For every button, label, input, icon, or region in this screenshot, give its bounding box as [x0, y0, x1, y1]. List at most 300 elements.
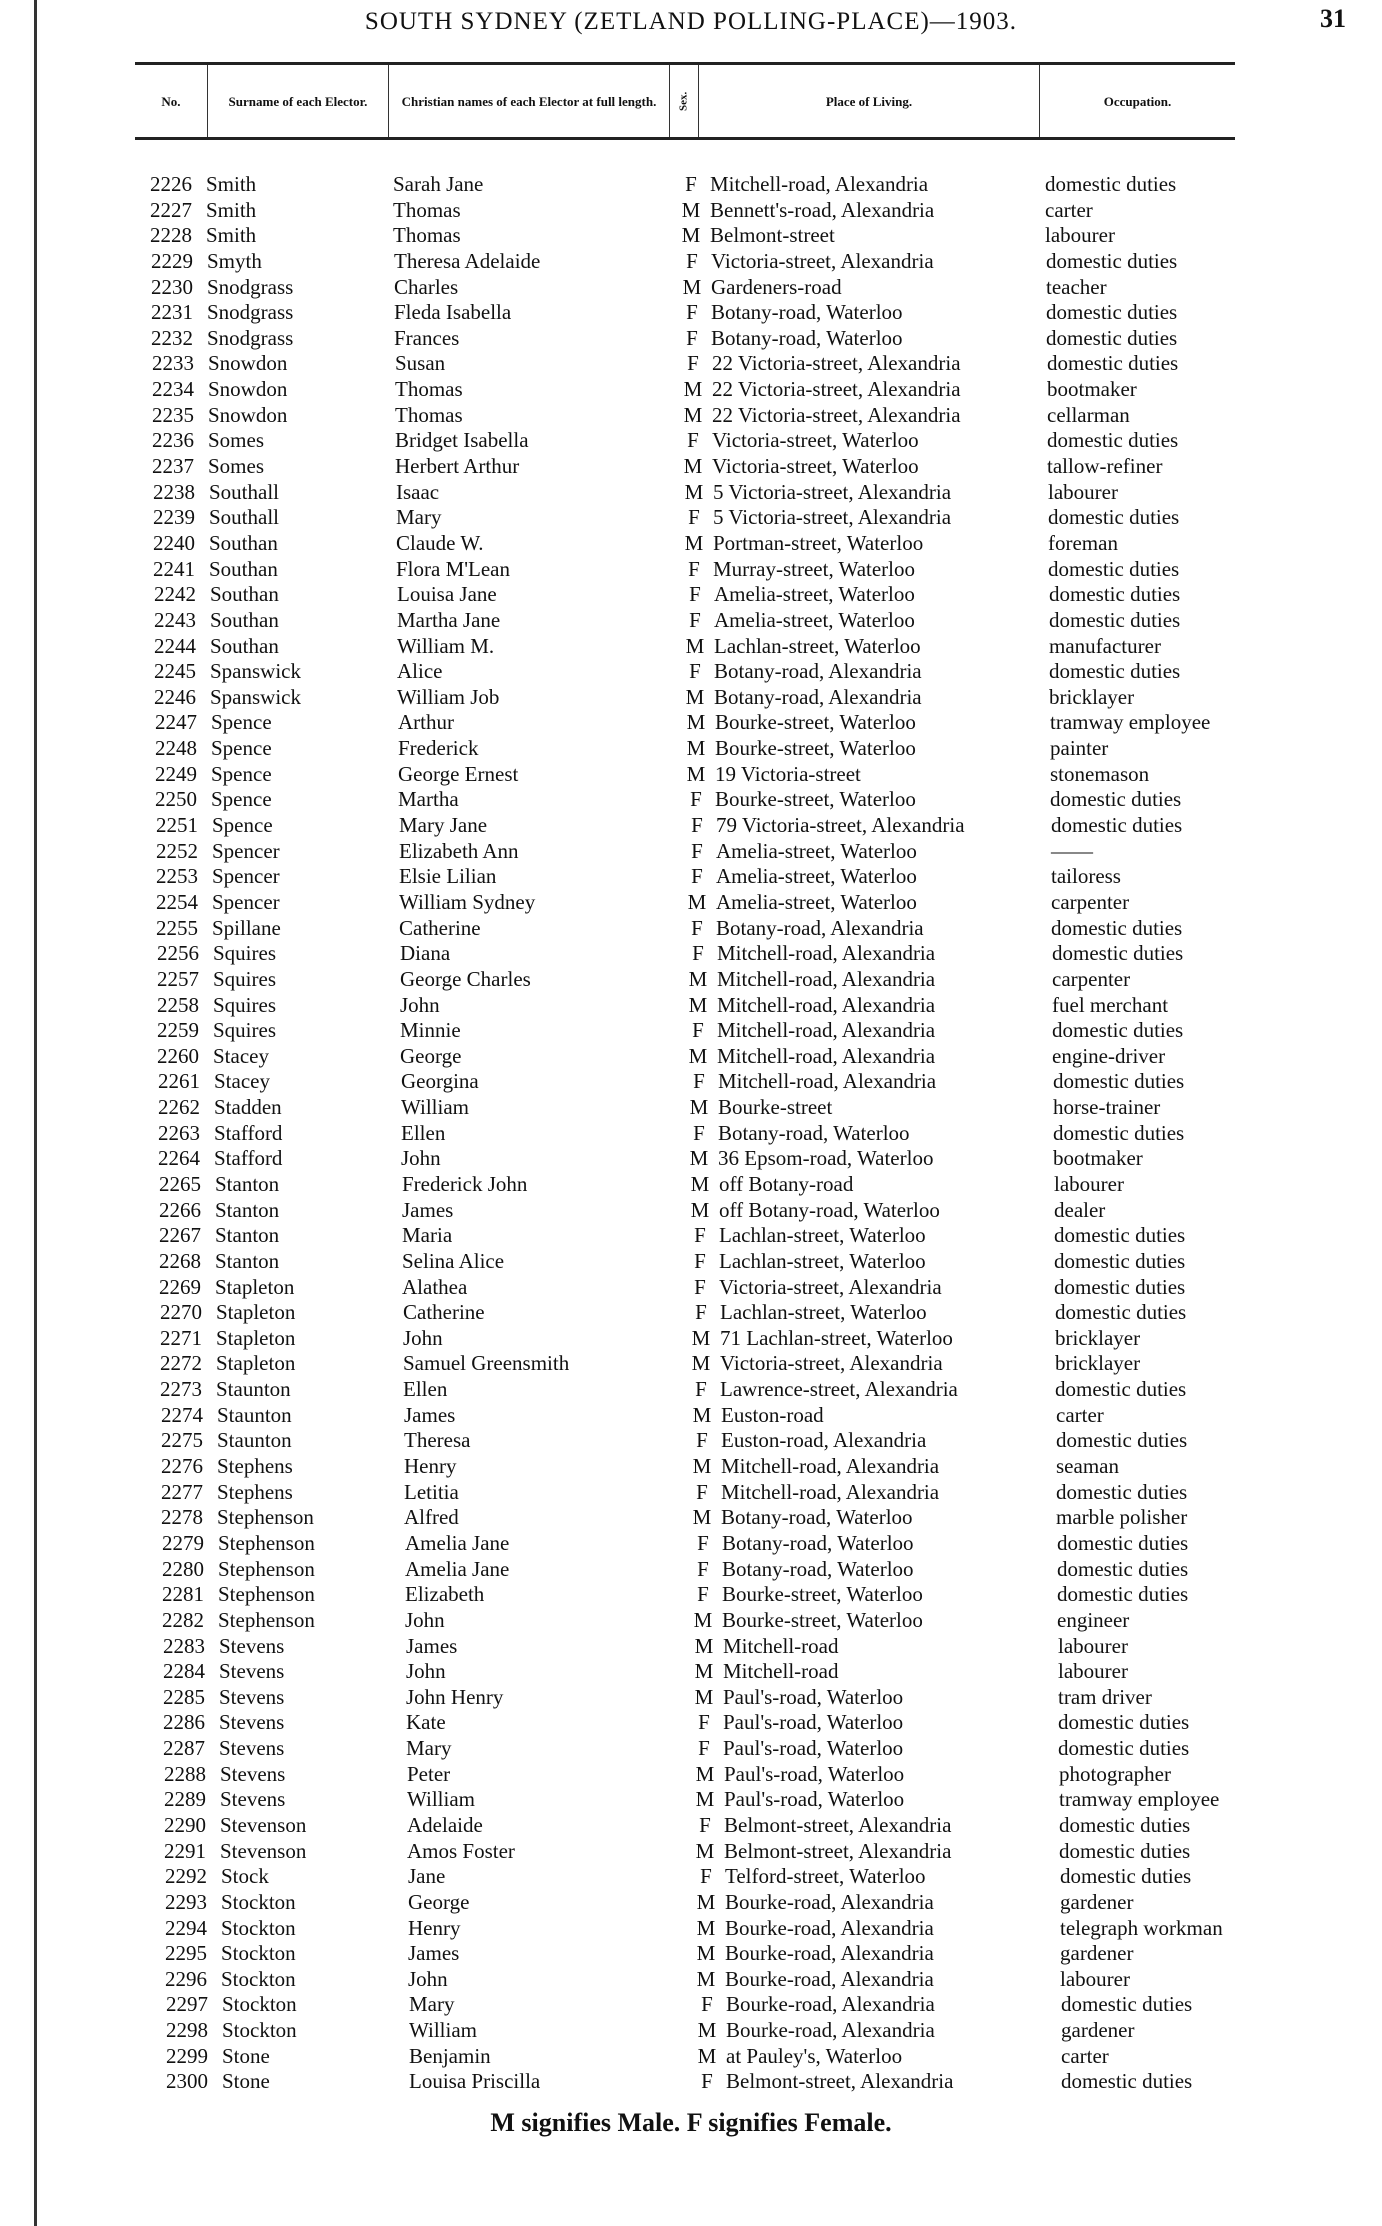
table-row — [0, 1582, 1382, 1608]
table-row — [0, 275, 1382, 301]
elector-number: 2243 — [154, 607, 196, 632]
elector-sex: M — [694, 1684, 714, 1709]
elector-surname: Stone — [222, 2069, 270, 2094]
elector-surname: Southan — [210, 633, 279, 658]
elector-place-of-living: Murray-street, Waterloo — [713, 556, 916, 581]
elector-surname: Spence — [211, 710, 272, 735]
table-row — [0, 1736, 1382, 1762]
elector-number: 2294 — [165, 1915, 207, 1940]
elector-occupation: gardener — [1060, 1889, 1134, 1914]
elector-place-of-living: Mitchell-road — [723, 1633, 839, 1658]
sex-legend-footnote: M signifies Male. F signifies Female. — [490, 2108, 892, 2137]
elector-number: 2252 — [156, 838, 198, 863]
elector-place-of-living: Mitchell-road, Alexandria — [717, 1018, 936, 1043]
elector-christian-names: Frederick — [398, 736, 479, 761]
elector-place-of-living: Paul's-road, Waterloo — [723, 1736, 904, 1761]
elector-surname: Stevens — [219, 1633, 285, 1658]
elector-number: 2237 — [152, 454, 194, 479]
elector-number: 2226 — [150, 172, 192, 196]
elector-place-of-living: Bourke-street, Waterloo — [715, 787, 916, 812]
elector-surname: Stephens — [217, 1454, 293, 1479]
elector-number: 2271 — [160, 1325, 202, 1350]
elector-christian-names: Claude W. — [396, 530, 484, 555]
elector-occupation: bricklayer — [1049, 684, 1135, 709]
elector-occupation: telegraph workman — [1060, 1915, 1223, 1940]
elector-number: 2289 — [164, 1787, 206, 1812]
elector-place-of-living: Paul's-road, Waterloo — [723, 1684, 904, 1709]
elector-sex: M — [696, 1915, 716, 1940]
elector-place-of-living: Euston-road — [721, 1402, 824, 1427]
elector-occupation: domestic duties — [1049, 582, 1181, 607]
elector-place-of-living: Belmont-street, Alexandria — [724, 1813, 952, 1837]
elector-place-of-living: Botany-road, Waterloo — [711, 325, 903, 350]
elector-surname: Stanton — [215, 1197, 280, 1222]
elector-occupation: cellarman — [1047, 402, 1130, 427]
elector-occupation: domestic duties — [1056, 1479, 1188, 1504]
elector-number: 2254 — [156, 889, 198, 914]
page-number: 31 — [1320, 4, 1346, 33]
elector-occupation: engineer — [1057, 1607, 1130, 1632]
elector-surname: Stephenson — [218, 1556, 315, 1581]
elector-sex: F — [691, 915, 703, 940]
elector-surname: Stockton — [221, 1915, 296, 1940]
elector-christian-names: Mary — [409, 1992, 455, 2017]
elector-sex: M — [695, 1838, 715, 1863]
table-row — [0, 1095, 1382, 1121]
elector-place-of-living: Mitchell-road, Alexandria — [717, 966, 936, 991]
elector-surname: Southan — [210, 582, 279, 607]
elector-place-of-living: Portman-street, Waterloo — [713, 530, 924, 555]
elector-sex: M — [691, 1325, 711, 1350]
elector-occupation: domestic duties — [1051, 813, 1183, 838]
elector-occupation: domestic duties — [1058, 1710, 1190, 1735]
elector-sex: M — [682, 274, 702, 299]
elector-christian-names: James — [408, 1941, 460, 1966]
elector-christian-names: John — [401, 1146, 441, 1171]
elector-occupation: bootmaker — [1047, 377, 1137, 402]
elector-christian-names: Mary — [396, 505, 442, 530]
elector-number: 2246 — [154, 684, 196, 709]
elector-place-of-living: Victoria-street, Alexandria — [720, 1351, 943, 1376]
elector-sex: M — [686, 761, 706, 786]
table-row — [0, 428, 1382, 454]
elector-christian-names: George — [408, 1889, 470, 1914]
elector-surname: Spence — [212, 813, 273, 838]
elector-sex: M — [697, 2018, 717, 2043]
table-row — [0, 1659, 1382, 1685]
elector-surname: Stanton — [215, 1171, 280, 1196]
table-row — [0, 1351, 1382, 1377]
elector-surname: Spencer — [212, 889, 280, 914]
elector-christian-names: Georgina — [401, 1069, 479, 1094]
elector-sex: M — [697, 2043, 717, 2068]
elector-number: 2300 — [166, 2069, 208, 2094]
elector-occupation: labourer — [1045, 223, 1115, 248]
elector-occupation: carpenter — [1051, 889, 1130, 914]
table-row — [0, 249, 1382, 275]
elector-occupation: domestic duties — [1050, 787, 1182, 812]
elector-number: 2280 — [162, 1556, 204, 1581]
elector-place-of-living: off Botany-road — [719, 1171, 854, 1196]
elector-surname: Stevens — [219, 1684, 285, 1709]
elector-christian-names: William — [407, 1787, 475, 1812]
elector-surname: Stevenson — [220, 1838, 307, 1863]
elector-occupation: labourer — [1060, 1966, 1130, 1991]
elector-surname: Spanswick — [210, 659, 301, 684]
elector-sex: M — [696, 1889, 716, 1914]
elector-sex: F — [686, 325, 698, 350]
table-row — [0, 198, 1382, 224]
elector-christian-names: Susan — [395, 351, 446, 376]
elector-surname: Stevens — [219, 1710, 285, 1735]
elector-occupation: tailoress — [1051, 864, 1121, 889]
elector-place-of-living: Mitchell-road, Alexandria — [721, 1479, 940, 1504]
elector-sex: M — [686, 736, 706, 761]
elector-place-of-living: Lachlan-street, Waterloo — [714, 633, 921, 658]
elector-surname: Stapleton — [216, 1300, 296, 1325]
elector-surname: Smith — [206, 223, 257, 248]
elector-occupation: domestic duties — [1057, 1530, 1189, 1555]
elector-number: 2295 — [165, 1941, 207, 1966]
table-row — [0, 2018, 1382, 2044]
elector-sex: F — [696, 1479, 708, 1504]
elector-sex: F — [694, 1274, 706, 1299]
elector-number: 2267 — [159, 1223, 201, 1248]
table-row — [0, 1275, 1382, 1301]
table-row — [0, 1480, 1382, 1506]
elector-number: 2232 — [151, 325, 193, 350]
elector-surname: Stevens — [220, 1761, 286, 1786]
elector-place-of-living: Mitchell-road, Alexandria — [718, 1069, 937, 1094]
elector-christian-names: Thomas — [393, 223, 461, 248]
elector-surname: Southall — [209, 505, 280, 530]
table-row — [0, 993, 1382, 1019]
elector-surname: Southan — [210, 607, 279, 632]
elector-occupation: domestic duties — [1060, 1864, 1192, 1889]
table-row — [0, 1634, 1382, 1660]
elector-place-of-living: 22 Victoria-street, Alexandria — [712, 351, 961, 376]
elector-christian-names: John — [405, 1607, 445, 1632]
elector-occupation: domestic duties — [1057, 1582, 1189, 1607]
elector-number: 2276 — [161, 1454, 203, 1479]
table-row — [0, 608, 1382, 634]
table-row — [0, 967, 1382, 993]
elector-surname: Spence — [211, 787, 272, 812]
elector-occupation: domestic duties — [1058, 1736, 1190, 1761]
elector-number: 2279 — [162, 1530, 204, 1555]
table-row — [0, 223, 1382, 249]
elector-christian-names: Theresa — [404, 1428, 471, 1453]
elector-sex: F — [691, 838, 703, 863]
elector-sex: F — [692, 941, 704, 966]
elector-christian-names: Kate — [406, 1710, 446, 1735]
elector-number: 2247 — [155, 710, 197, 735]
elector-surname: Somes — [208, 454, 265, 479]
table-row — [0, 839, 1382, 865]
elector-place-of-living: 22 Victoria-street, Alexandria — [712, 377, 961, 402]
table-row — [0, 1326, 1382, 1352]
elector-place-of-living: Bourke-street — [718, 1095, 833, 1120]
elector-occupation: domestic duties — [1049, 659, 1181, 684]
elector-number: 2235 — [152, 402, 194, 427]
column-header-christian-names: Christian names of each Elector at full length. — [401, 93, 657, 109]
elector-christian-names: Peter — [407, 1761, 451, 1786]
elector-surname: Southan — [209, 530, 278, 555]
elector-place-of-living: Botany-road, Alexandria — [714, 684, 922, 709]
elector-sex: F — [701, 2069, 713, 2094]
table-row — [0, 890, 1382, 916]
elector-place-of-living: Victoria-street, Alexandria — [711, 248, 934, 273]
table-row — [0, 685, 1382, 711]
elector-number: 2261 — [158, 1069, 200, 1094]
elector-sex: M — [695, 1787, 715, 1812]
table-row — [0, 1377, 1382, 1403]
elector-sex: F — [695, 1377, 707, 1402]
elector-number: 2287 — [163, 1736, 205, 1761]
elector-place-of-living: Lawrence-street, Alexandria — [720, 1377, 958, 1402]
table-row — [0, 403, 1382, 429]
elector-occupation: tram driver — [1058, 1684, 1152, 1709]
elector-number: 2269 — [159, 1274, 201, 1299]
elector-occupation: domestic duties — [1047, 428, 1179, 453]
elector-place-of-living: 19 Victoria-street — [715, 761, 861, 786]
elector-place-of-living: Victoria-street, Waterloo — [712, 454, 919, 479]
elector-christian-names: Ellen — [403, 1377, 448, 1402]
elector-place-of-living: Mitchell-road, Alexandria — [717, 941, 936, 966]
table-row — [0, 454, 1382, 480]
elector-christian-names: Bridget Isabella — [395, 428, 529, 453]
elector-occupation: domestic duties — [1051, 915, 1183, 940]
elector-christian-names: John — [406, 1659, 446, 1684]
elector-occupation: domestic duties — [1046, 300, 1178, 325]
elector-sex: F — [687, 428, 699, 453]
table-row — [0, 634, 1382, 660]
elector-sex: F — [698, 1736, 710, 1761]
elector-number: 2299 — [166, 2043, 208, 2068]
elector-number: 2263 — [158, 1120, 200, 1145]
elector-surname: Smith — [206, 197, 257, 222]
elector-occupation: teacher — [1046, 274, 1107, 299]
table-row — [0, 1967, 1382, 1993]
elector-christian-names: Amelia Jane — [405, 1530, 510, 1555]
elector-christian-names: Thomas — [395, 402, 463, 427]
elector-number: 2262 — [158, 1095, 200, 1120]
elector-occupation: tramway employee — [1059, 1787, 1220, 1812]
elector-christian-names: Selina Alice — [402, 1248, 505, 1273]
elector-christian-names: Mary — [406, 1736, 452, 1761]
elector-occupation: carter — [1056, 1402, 1104, 1427]
elector-place-of-living: 5 Victoria-street, Alexandria — [713, 479, 952, 504]
elector-surname: Stanton — [215, 1248, 280, 1273]
elector-surname: Stockton — [222, 1992, 297, 2017]
elector-surname: Southan — [209, 556, 278, 581]
elector-number: 2227 — [150, 197, 192, 222]
column-header-surname: Surname of each Elector. — [228, 93, 368, 109]
elector-occupation: domestic duties — [1059, 1813, 1191, 1837]
elector-place-of-living: 5 Victoria-street, Alexandria — [713, 505, 952, 530]
elector-number: 2230 — [151, 274, 193, 299]
elector-occupation: domestic duties — [1047, 351, 1179, 376]
elector-surname: Squires — [213, 941, 276, 966]
elector-surname: Squires — [213, 992, 276, 1017]
elector-surname: Spanswick — [210, 684, 301, 709]
elector-place-of-living: Bourke-road, Alexandria — [725, 1889, 934, 1914]
elector-number: 2245 — [154, 659, 196, 684]
elector-christian-names: William Sydney — [399, 889, 536, 914]
elector-christian-names: Catherine — [399, 915, 481, 940]
elector-christian-names: John — [408, 1966, 448, 1991]
elector-christian-names: Louisa Jane — [397, 582, 497, 607]
elector-place-of-living: Bourke-road, Alexandria — [726, 1992, 935, 2017]
elector-number: 2293 — [165, 1889, 207, 1914]
elector-occupation: carter — [1045, 197, 1093, 222]
elector-surname: Snodgrass — [207, 325, 294, 350]
elector-occupation: domestic duties — [1052, 1018, 1184, 1043]
elector-number: 2274 — [161, 1402, 203, 1427]
elector-occupation: domestic duties — [1046, 248, 1178, 273]
table-row — [0, 531, 1382, 557]
table-row — [0, 172, 1382, 198]
elector-sex: M — [690, 1171, 710, 1196]
elector-sex: F — [692, 1018, 704, 1043]
elector-number: 2278 — [161, 1505, 203, 1530]
elector-number: 2250 — [155, 787, 197, 812]
elector-christian-names: William — [409, 2018, 477, 2043]
elector-surname: Stevens — [219, 1659, 285, 1684]
elector-number: 2265 — [159, 1171, 201, 1196]
elector-number: 2233 — [152, 351, 194, 376]
elector-number: 2288 — [164, 1761, 206, 1786]
elector-place-of-living: Paul's-road, Waterloo — [723, 1710, 904, 1735]
elector-christian-names: Frances — [394, 325, 460, 350]
elector-sex: F — [700, 1864, 712, 1889]
elector-christian-names: William — [401, 1095, 469, 1120]
table-row — [0, 1403, 1382, 1429]
elector-place-of-living: Bourke-road, Alexandria — [726, 2018, 935, 2043]
elector-number: 2282 — [162, 1607, 204, 1632]
table-row — [0, 326, 1382, 352]
elector-occupation: seaman — [1056, 1454, 1119, 1479]
elector-christian-names: Herbert Arthur — [395, 454, 520, 479]
table-row — [0, 736, 1382, 762]
elector-surname: Stockton — [221, 1889, 296, 1914]
elector-occupation: domestic duties — [1048, 505, 1180, 530]
elector-surname: Stephens — [217, 1479, 293, 1504]
elector-number: 2292 — [165, 1864, 207, 1889]
elector-christian-names: Samuel Greensmith — [403, 1351, 570, 1376]
elector-occupation: bricklayer — [1055, 1351, 1141, 1376]
elector-surname: Spence — [211, 761, 272, 786]
table-row — [0, 1608, 1382, 1634]
elector-christian-names: Thomas — [393, 197, 461, 222]
table-row — [0, 557, 1382, 583]
elector-sex: F — [689, 607, 701, 632]
elector-occupation: domestic duties — [1061, 2069, 1193, 2094]
elector-sex: F — [697, 1582, 709, 1607]
elector-number: 2241 — [153, 556, 195, 581]
elector-number: 2268 — [159, 1248, 201, 1273]
elector-occupation: domestic duties — [1053, 1120, 1185, 1145]
elector-occupation: tallow-refiner — [1047, 454, 1163, 479]
elector-occupation: stonemason — [1050, 761, 1150, 786]
elector-place-of-living: Bourke-street, Waterloo — [722, 1582, 923, 1607]
elector-place-of-living: Victoria-street, Alexandria — [719, 1274, 942, 1299]
elector-occupation: gardener — [1060, 1941, 1134, 1966]
elector-number: 2286 — [163, 1710, 205, 1735]
elector-number: 2264 — [158, 1146, 200, 1171]
table-row — [0, 1069, 1382, 1095]
table-row — [0, 1146, 1382, 1172]
elector-occupation: domestic duties — [1049, 607, 1181, 632]
elector-surname: Stephenson — [217, 1505, 314, 1530]
elector-sex: F — [694, 1223, 706, 1248]
elector-occupation: labourer — [1058, 1633, 1128, 1658]
elector-place-of-living: Amelia-street, Waterloo — [716, 864, 917, 889]
table-row — [0, 813, 1382, 839]
elector-number: 2259 — [157, 1018, 199, 1043]
elector-place-of-living: Bourke-street, Waterloo — [715, 710, 916, 735]
elector-sex: F — [690, 787, 702, 812]
elector-occupation: manufacturer — [1049, 633, 1161, 658]
elector-christian-names: Sarah Jane — [393, 172, 484, 196]
elector-occupation: domestic duties — [1059, 1838, 1191, 1863]
elector-surname: Stapleton — [215, 1274, 295, 1299]
elector-christian-names: James — [406, 1633, 458, 1658]
elector-sex: F — [693, 1069, 705, 1094]
elector-surname: Stone — [222, 2043, 270, 2068]
elector-place-of-living: Botany-road, Alexandria — [714, 659, 922, 684]
elector-sex: M — [694, 1659, 714, 1684]
elector-sex: M — [695, 1761, 715, 1786]
elector-occupation: labourer — [1058, 1659, 1128, 1684]
table-row — [0, 1121, 1382, 1147]
elector-surname: Squires — [213, 1018, 276, 1043]
elector-number: 2229 — [151, 248, 193, 273]
elector-place-of-living: off Botany-road, Waterloo — [719, 1197, 940, 1222]
elector-sex: F — [691, 864, 703, 889]
elector-surname: Spencer — [212, 864, 280, 889]
elector-place-of-living: 22 Victoria-street, Alexandria — [712, 402, 961, 427]
elector-surname: Stephenson — [218, 1582, 315, 1607]
elector-sex: F — [691, 813, 703, 838]
elector-number: 2238 — [153, 479, 195, 504]
elector-christian-names: Elizabeth Ann — [399, 838, 519, 863]
table-row — [0, 582, 1382, 608]
elector-sex: M — [688, 1043, 708, 1068]
elector-sex: M — [685, 684, 705, 709]
elector-surname: Stadden — [214, 1095, 282, 1120]
elector-place-of-living: Paul's-road, Waterloo — [724, 1787, 905, 1812]
elector-number: 2251 — [156, 813, 198, 838]
elector-sex: F — [693, 1120, 705, 1145]
elector-surname: Spillane — [212, 915, 281, 940]
table-row — [0, 1454, 1382, 1480]
elector-surname: Stanton — [215, 1223, 280, 1248]
elector-place-of-living: Belmont-street — [710, 223, 835, 248]
elector-christian-names: Thomas — [395, 377, 463, 402]
elector-sex: M — [694, 1633, 714, 1658]
elector-occupation: domestic duties — [1055, 1377, 1187, 1402]
table-row — [0, 1992, 1382, 2018]
table-row — [0, 505, 1382, 531]
elector-surname: Staunton — [217, 1428, 292, 1453]
elector-christian-names: George Charles — [400, 966, 531, 991]
elector-christian-names: Jane — [408, 1864, 446, 1889]
elector-christian-names: Charles — [394, 274, 459, 299]
table-row — [0, 1685, 1382, 1711]
elector-surname: Staunton — [216, 1377, 291, 1402]
elector-sex: F — [687, 351, 699, 376]
